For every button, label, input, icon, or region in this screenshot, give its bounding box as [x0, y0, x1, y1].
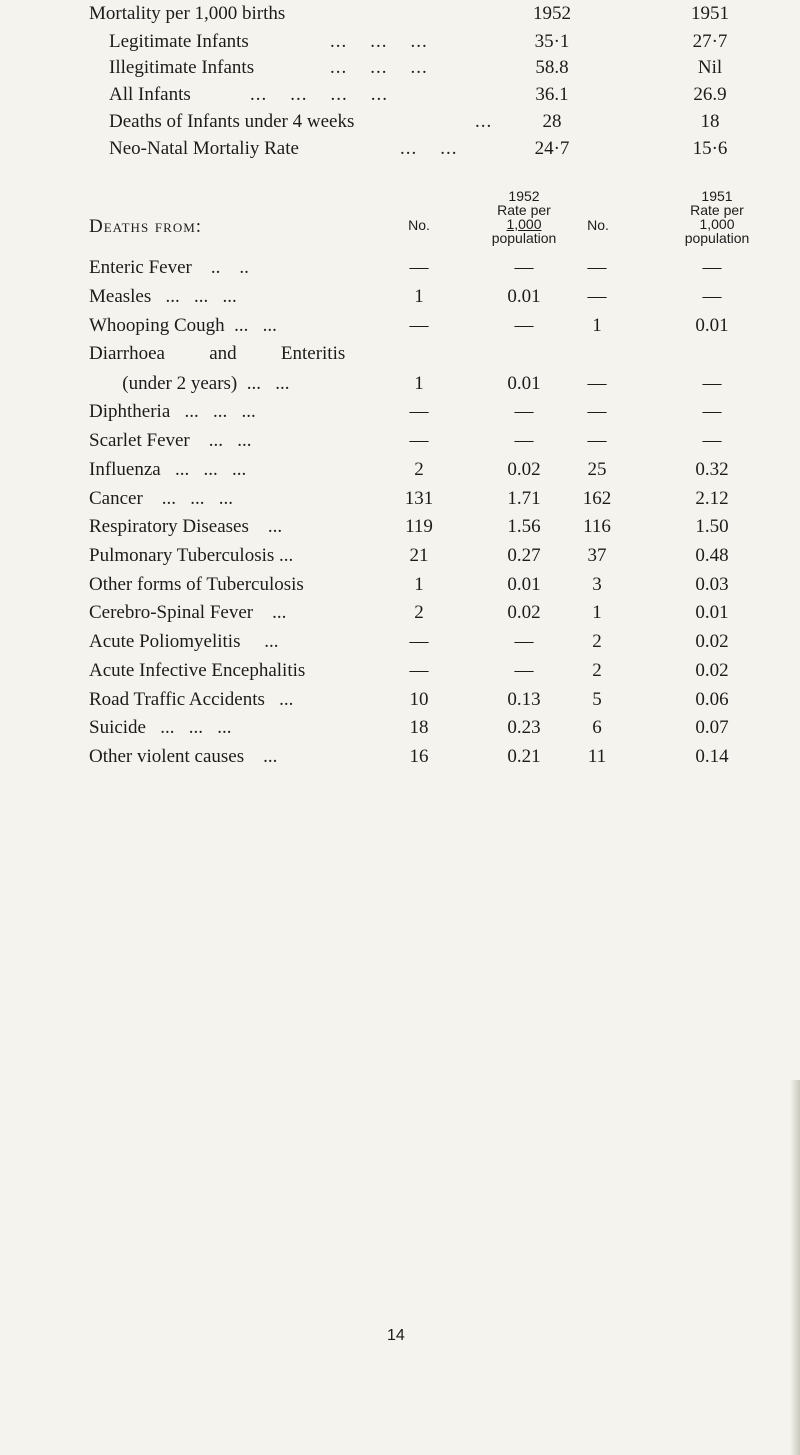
col-header-year-1951 — [672, 189, 762, 245]
table-row — [0, 746, 800, 774]
no-1952: 10 — [409, 689, 429, 710]
no-1951: 1 — [592, 315, 602, 336]
rate-1951: 0.02 — [695, 631, 729, 652]
rate-1951: — — [702, 430, 722, 451]
rate-1951: 0.06 — [695, 689, 729, 710]
rate-1952: — — [514, 430, 534, 451]
deaths-from-text: Deaths from: — [89, 216, 203, 237]
dot-leader: ... — [475, 111, 493, 132]
mortality-value-1952: 35·1 — [534, 31, 570, 52]
no-1951: 2 — [592, 660, 602, 681]
rate-1952: 0.01 — [507, 574, 541, 595]
rate-1952: 0.02 — [507, 602, 541, 623]
mortality-label: All Infants — [109, 84, 191, 105]
no-1951: 37 — [587, 545, 607, 566]
no-1952: — — [409, 257, 429, 278]
rate-1952: 1.56 — [507, 516, 541, 537]
dot-leader: ... ... ... — [330, 31, 428, 52]
mortality-value-1951: 26.9 — [693, 84, 727, 105]
cause-label: Other forms of Tuberculosis — [89, 574, 304, 595]
no-1951: — — [587, 373, 607, 394]
no-1951: — — [587, 401, 607, 422]
cause-label: Other violent causes ... — [89, 746, 278, 767]
rate-1951: 0.48 — [695, 545, 729, 566]
no-1952: — — [409, 660, 429, 681]
rate-1951: 0.14 — [695, 746, 729, 767]
rate-1951: 1.50 — [695, 516, 729, 537]
no-1952: 1 — [414, 286, 424, 307]
table-row — [0, 488, 800, 516]
mortality-label: Illegitimate Infants — [109, 57, 255, 78]
rate-1951-line1: Rate per — [690, 202, 744, 218]
table-row — [0, 315, 800, 343]
no-1952: — — [409, 315, 429, 336]
no-1951: 162 — [582, 488, 612, 509]
rate-1952: — — [514, 257, 534, 278]
rate-1952-line1: Rate per — [497, 202, 551, 218]
cause-label: Acute Poliomyelitis ... — [89, 631, 279, 652]
mortality-value-1951: 15·6 — [692, 138, 728, 159]
page-number: 14 — [387, 1327, 405, 1344]
rate-1951: 0.01 — [695, 315, 729, 336]
mortality-value-1952: 58.8 — [535, 57, 569, 78]
table-row — [0, 660, 800, 688]
cause-label: Whooping Cough ... ... — [89, 315, 277, 336]
mortality-label: Legitimate Infants — [109, 31, 249, 52]
deaths-from-heading — [89, 216, 202, 238]
table-row — [0, 689, 800, 717]
mortality-value-1951: 18 — [700, 111, 720, 132]
col-header-year-1952 — [479, 189, 569, 245]
col-header-no-1951: No. — [587, 217, 609, 233]
mortality-row — [0, 111, 800, 135]
no-1952: — — [409, 430, 429, 451]
no-1952: 131 — [404, 488, 434, 509]
no-1952: 2 — [414, 602, 424, 623]
rate-1952: 0.01 — [507, 373, 541, 394]
no-1951: 6 — [592, 717, 602, 738]
rate-1951: — — [702, 257, 722, 278]
mortality-value-1952: 36.1 — [535, 84, 569, 105]
year-1952-label: 1952 — [508, 188, 540, 204]
cause-label: Road Traffic Accidents ... — [89, 689, 294, 710]
table-row — [0, 545, 800, 573]
table-row — [0, 459, 800, 487]
rate-1952: — — [514, 660, 534, 681]
table-row — [0, 343, 800, 371]
cause-label: Measles ... ... ... — [89, 286, 237, 307]
mortality-row — [0, 138, 800, 162]
no-1952: — — [409, 631, 429, 652]
rate-1951: 0.03 — [695, 574, 729, 595]
mortality-year-1951: 1951 — [691, 3, 729, 24]
mortality-value-1951: Nil — [697, 57, 723, 78]
rate-1952: 0.21 — [507, 746, 541, 767]
no-1952: — — [409, 401, 429, 422]
rate-1952-line2: 1,000 — [506, 216, 542, 232]
table-row — [0, 717, 800, 745]
no-1952: 119 — [405, 516, 433, 537]
rate-1952: 0.23 — [507, 717, 541, 738]
no-1951: 2 — [592, 631, 602, 652]
table-row — [0, 430, 800, 458]
dot-leader: ... ... — [400, 138, 458, 159]
table-row — [0, 257, 800, 285]
dot-leader: ... ... ... ... — [250, 84, 388, 105]
rate-1951: — — [702, 401, 722, 422]
mortality-row — [0, 57, 800, 81]
cause-label: Suicide ... ... ... — [89, 717, 232, 738]
rate-1952: 1.71 — [507, 488, 541, 509]
col-header-no-1952: No. — [408, 217, 430, 233]
mortality-value-1952: 28 — [542, 111, 562, 132]
rate-1951-line3: population — [684, 230, 750, 246]
no-1952: 1 — [414, 574, 424, 595]
no-1951: — — [587, 286, 607, 307]
no-1951: — — [587, 257, 607, 278]
no-1952: 16 — [409, 746, 429, 767]
cause-label: Scarlet Fever ... ... — [89, 430, 252, 451]
mortality-title: Mortality per 1,000 births — [89, 3, 286, 24]
rate-1951: 0.32 — [695, 459, 729, 480]
year-1951-label: 1951 — [701, 188, 733, 204]
no-1952: 2 — [414, 459, 424, 480]
rate-1951: 0.07 — [695, 717, 729, 738]
page-edge-shadow — [790, 1080, 800, 1455]
table-row — [0, 574, 800, 602]
rate-1951: — — [702, 286, 722, 307]
no-1951: 1 — [592, 602, 602, 623]
table-row — [0, 602, 800, 630]
dot-leader: ... ... ... — [330, 57, 428, 78]
rate-1952: 0.01 — [507, 286, 541, 307]
cause-label: Cerebro-Spinal Fever ... — [89, 602, 287, 623]
cause-label: Enteric Fever .. .. — [89, 257, 249, 278]
no-1951: 5 — [592, 689, 602, 710]
cause-label: (under 2 years) ... ... — [108, 373, 290, 394]
rate-1952: — — [514, 631, 534, 652]
rate-1952: — — [514, 401, 534, 422]
table-row — [0, 631, 800, 659]
cause-label: Respiratory Diseases ... — [89, 516, 283, 537]
rate-1952-line3: population — [491, 230, 557, 246]
rate-1951: 0.01 — [695, 602, 729, 623]
rate-1952: — — [514, 315, 534, 336]
cause-label: Diphtheria ... ... ... — [89, 401, 256, 422]
no-1951: 25 — [587, 459, 607, 480]
cause-label: Cancer ... ... ... — [89, 488, 234, 509]
rate-1951-line2: 1,000 — [699, 216, 735, 232]
table-row — [0, 401, 800, 429]
no-1951: 11 — [587, 746, 607, 767]
table-row — [0, 516, 800, 544]
no-1951: 116 — [583, 516, 611, 537]
table-row — [0, 286, 800, 314]
cause-label: Influenza ... ... ... — [89, 459, 247, 480]
mortality-row — [0, 84, 800, 108]
mortality-label: Deaths of Infants under 4 weeks — [109, 111, 355, 132]
mortality-value-1951: 27·7 — [692, 31, 728, 52]
no-1951: 3 — [592, 574, 602, 595]
rate-1952: 0.13 — [507, 689, 541, 710]
mortality-value-1952: 24·7 — [534, 138, 570, 159]
rate-1951: 0.02 — [695, 660, 729, 681]
mortality-row — [0, 31, 800, 55]
rate-1952: 0.02 — [507, 459, 541, 480]
no-1951: — — [587, 430, 607, 451]
cause-label: Acute Infective Encephalitis — [89, 660, 306, 681]
rate-1951: 2.12 — [695, 488, 729, 509]
table-row — [0, 373, 800, 401]
rate-1951: — — [702, 373, 722, 394]
no-1952: 21 — [409, 545, 429, 566]
mortality-year-1952: 1952 — [533, 3, 571, 24]
cause-label: Pulmonary Tuberculosis ... — [89, 545, 294, 566]
no-1952: 18 — [409, 717, 429, 738]
no-1952: 1 — [414, 373, 424, 394]
cause-label: Diarrhoea and Enteritis — [89, 343, 346, 364]
mortality-label: Neo-Natal Mortaliy Rate — [109, 138, 299, 159]
rate-1952: 0.27 — [507, 545, 541, 566]
